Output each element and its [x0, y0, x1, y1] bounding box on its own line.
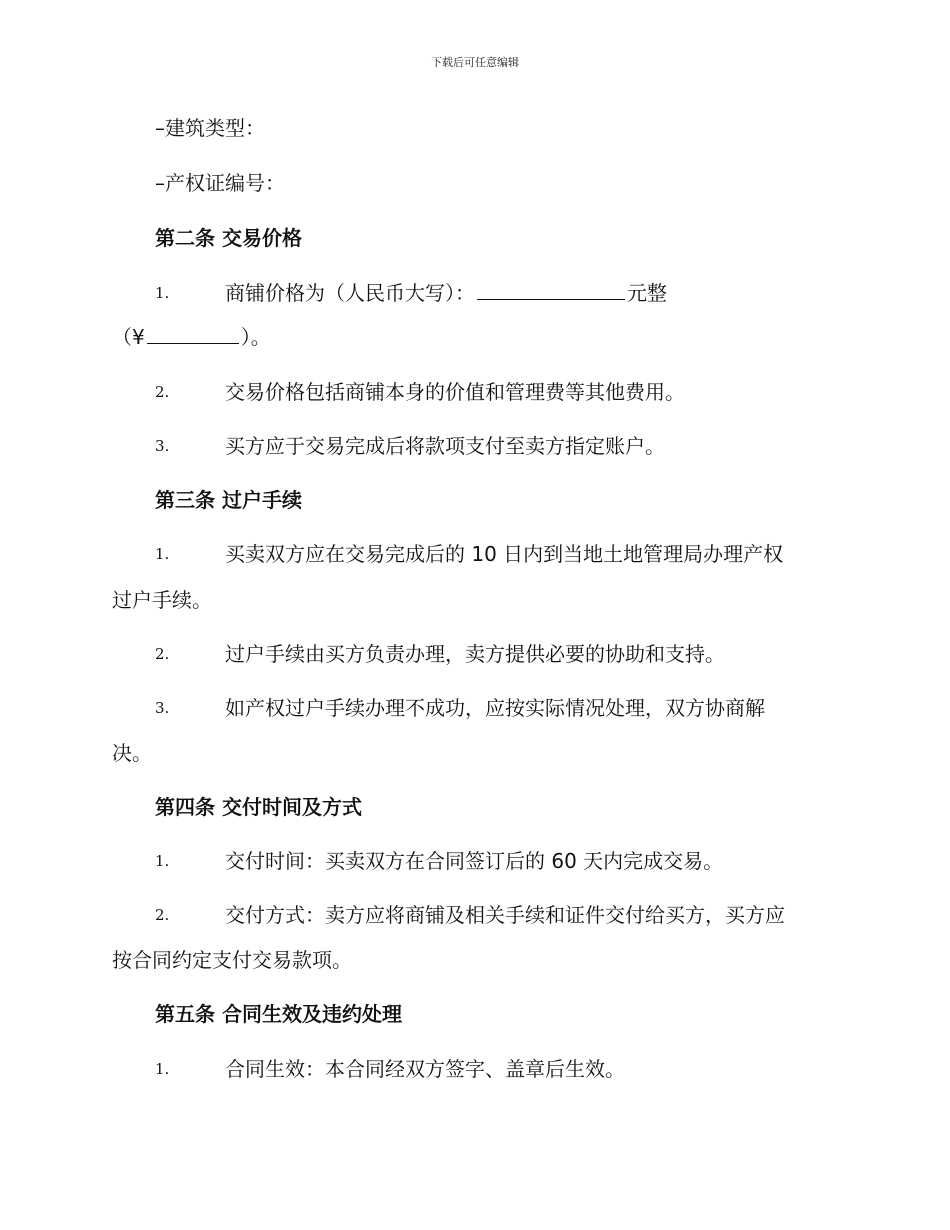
article-2-item-2: 交易价格包括商铺本身的价值和管理费等其他费用。: [225, 380, 685, 404]
price-number-blank: [147, 323, 239, 344]
article-2-item-1-suffix: 元整: [627, 281, 667, 305]
article-4-item-1: 交付时间：买卖双方在合同签订后的 60 天内完成交易。: [225, 849, 724, 873]
article-4-item-1-number: 1.: [155, 852, 170, 870]
article-3-item-3: 如产权过户手续办理不成功，应按实际情况处理，双方协商解: [225, 696, 765, 720]
article-2-item-1-cont-suffix: ）。: [240, 325, 271, 349]
article-3-title: 第三条 过户手续: [155, 488, 302, 512]
article-4-title: 第四条 交付时间及方式: [155, 795, 362, 819]
article-2-item-1-cont: [112, 323, 271, 351]
article-2-item-3: 买方应于交易完成后将款项支付至卖方指定账户。: [225, 434, 665, 458]
page-header: 下载后可任意编辑: [431, 56, 519, 69]
article-3-item-1: 买卖双方应在交易完成后的 10 日内到当地土地管理局办理产权: [225, 542, 784, 566]
article-3-item-2: 过户手续由买方负责办理，卖方提供必要的协助和支持。: [225, 642, 725, 666]
article-5-item-1: 合同生效：本合同经双方签字、盖章后生效。: [225, 1057, 625, 1081]
article-5-title: 第五条 合同生效及违约处理: [155, 1002, 402, 1026]
article-2-item-2-number: 2.: [155, 383, 170, 401]
price-words-blank: [477, 279, 625, 300]
article-2-item-1-cont-prefix: （¥: [112, 325, 145, 349]
article-5-item-1-number: 1.: [155, 1060, 170, 1078]
article-2-item-1-number: 1.: [155, 284, 170, 302]
article-2-item-3-number: 3.: [155, 437, 170, 455]
article-2-title: 第二条 交易价格: [155, 226, 302, 250]
article-2-item-1: [225, 279, 667, 307]
article-2-item-1-prefix: 商铺价格为（人民币大写）：: [225, 281, 475, 305]
article-3-item-1-number: 1.: [155, 545, 170, 563]
article-4-item-2-cont: 按合同约定支付交易款项。: [112, 948, 352, 972]
article-4-item-2: 交付方式：卖方应将商铺及相关手续和证件交付给买方，买方应: [225, 903, 785, 927]
article-4-item-2-number: 2.: [155, 906, 170, 924]
article-3-item-2-number: 2.: [155, 645, 170, 663]
property-cert-line: –产权证编号：: [155, 171, 285, 195]
article-3-item-1-cont: 过户手续。: [112, 588, 212, 612]
building-type-line: –建筑类型：: [155, 116, 265, 140]
article-3-item-3-number: 3.: [155, 699, 170, 717]
article-3-item-3-cont: 决。: [112, 741, 152, 765]
